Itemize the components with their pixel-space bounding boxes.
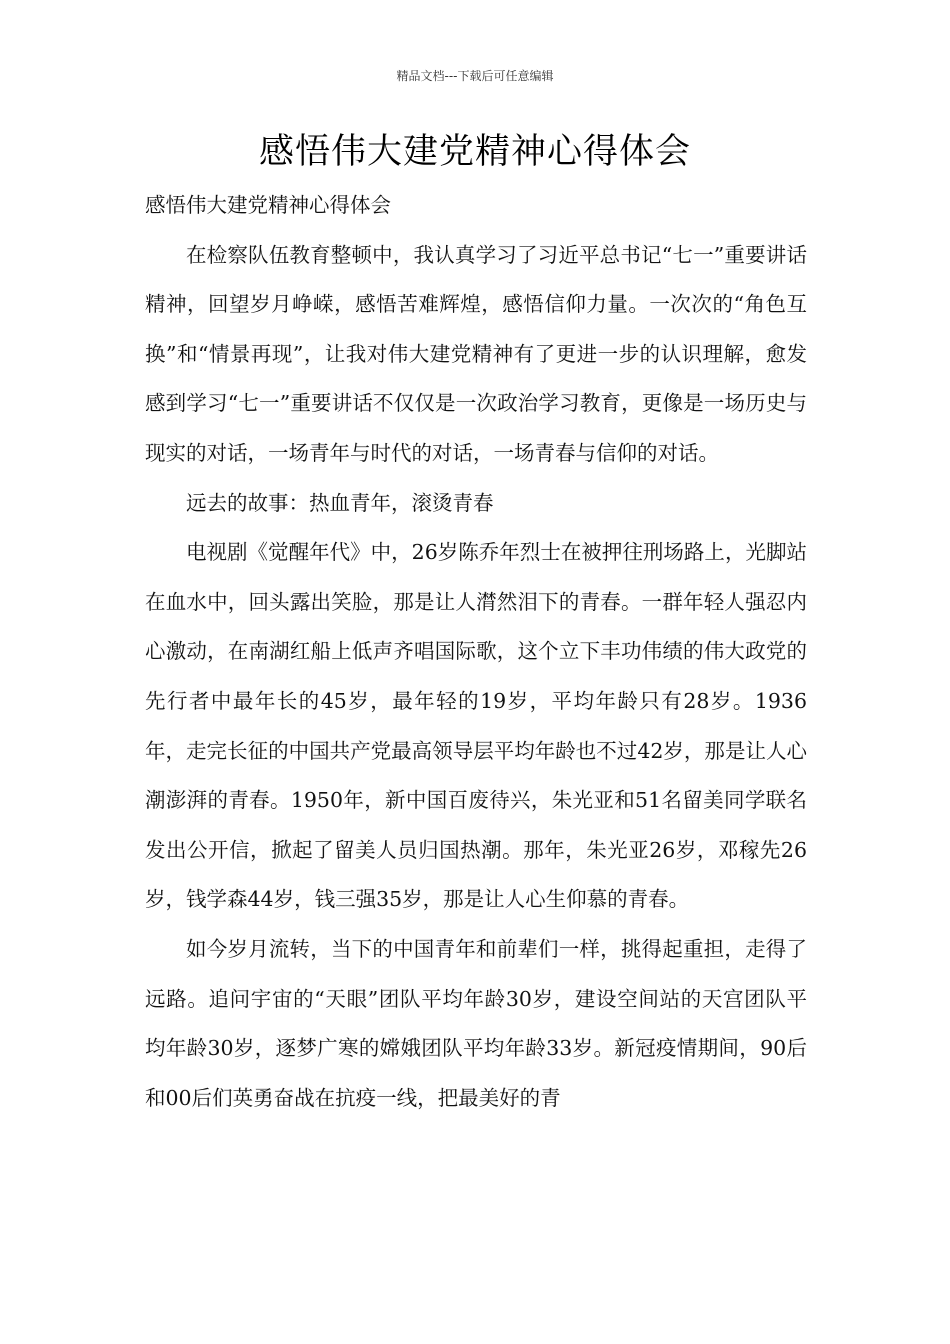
header-note: 精品文档---下载后可任意编辑 xyxy=(396,69,554,83)
document-title: 感悟伟大建党精神心得体会 xyxy=(258,132,691,172)
paragraph-present: 如今岁月流转，当下的中国青年和前辈们一样，挑得起重担，走得了远路。追问宇宙的“天眼”团队平均年龄30岁，建设空间站的天宫团队平均年龄30岁，逐梦广寒的嫦娥团队平均年龄33岁。新冠疫情期间，90后和00后们英勇奋战在抗疫一线，把最美好的青 xyxy=(145,936,807,1110)
document-body xyxy=(145,181,807,1123)
section-heading: 远去的故事：热血青年，滚烫青春 xyxy=(186,490,494,515)
paragraph-intro: 在检察队伍教育整顿中，我认真学习了习近平总书记“七一”重要讲话精神，回望岁月峥嵘，感悟苦难辉煌，感悟信仰力量。一次次的“角色互换”和“情景再现”，让我对伟大建党精神有了更进一步的认识理解，愈发感到学习“七一”重要讲话不仅仅是一次政治学习教育，更像是一场历史与现实的对话，一场青年与时代的对话，一场青春与信仰的对话。 xyxy=(145,242,807,465)
document-subtitle: 感悟伟大建党精神心得体会 xyxy=(145,193,391,217)
paragraph-history: 电视剧《觉醒年代》中，26岁陈乔年烈士在被押往刑场路上，光脚站在血水中，回头露出笑脸，那是让人潸然泪下的青春。一群年轻人强忍内心激动，在南湖红船上低声齐唱国际歌，这个立下丰功伟绩的伟大政党的先行者中最年长的45岁，最年轻的19岁，平均年龄只有28岁。1936年，走完长征的中国共产党最高领导层平均年龄也不过42岁，那是让人心潮澎湃的青春。1950年，新中国百废待兴，朱光亚和51名留美同学联名发出公开信，掀起了留美人员归国热潮。那年，朱光亚26岁，邓稼先26岁，钱学森44岁，钱三强35岁，那是让人心生仰慕的青春。 xyxy=(145,540,807,912)
